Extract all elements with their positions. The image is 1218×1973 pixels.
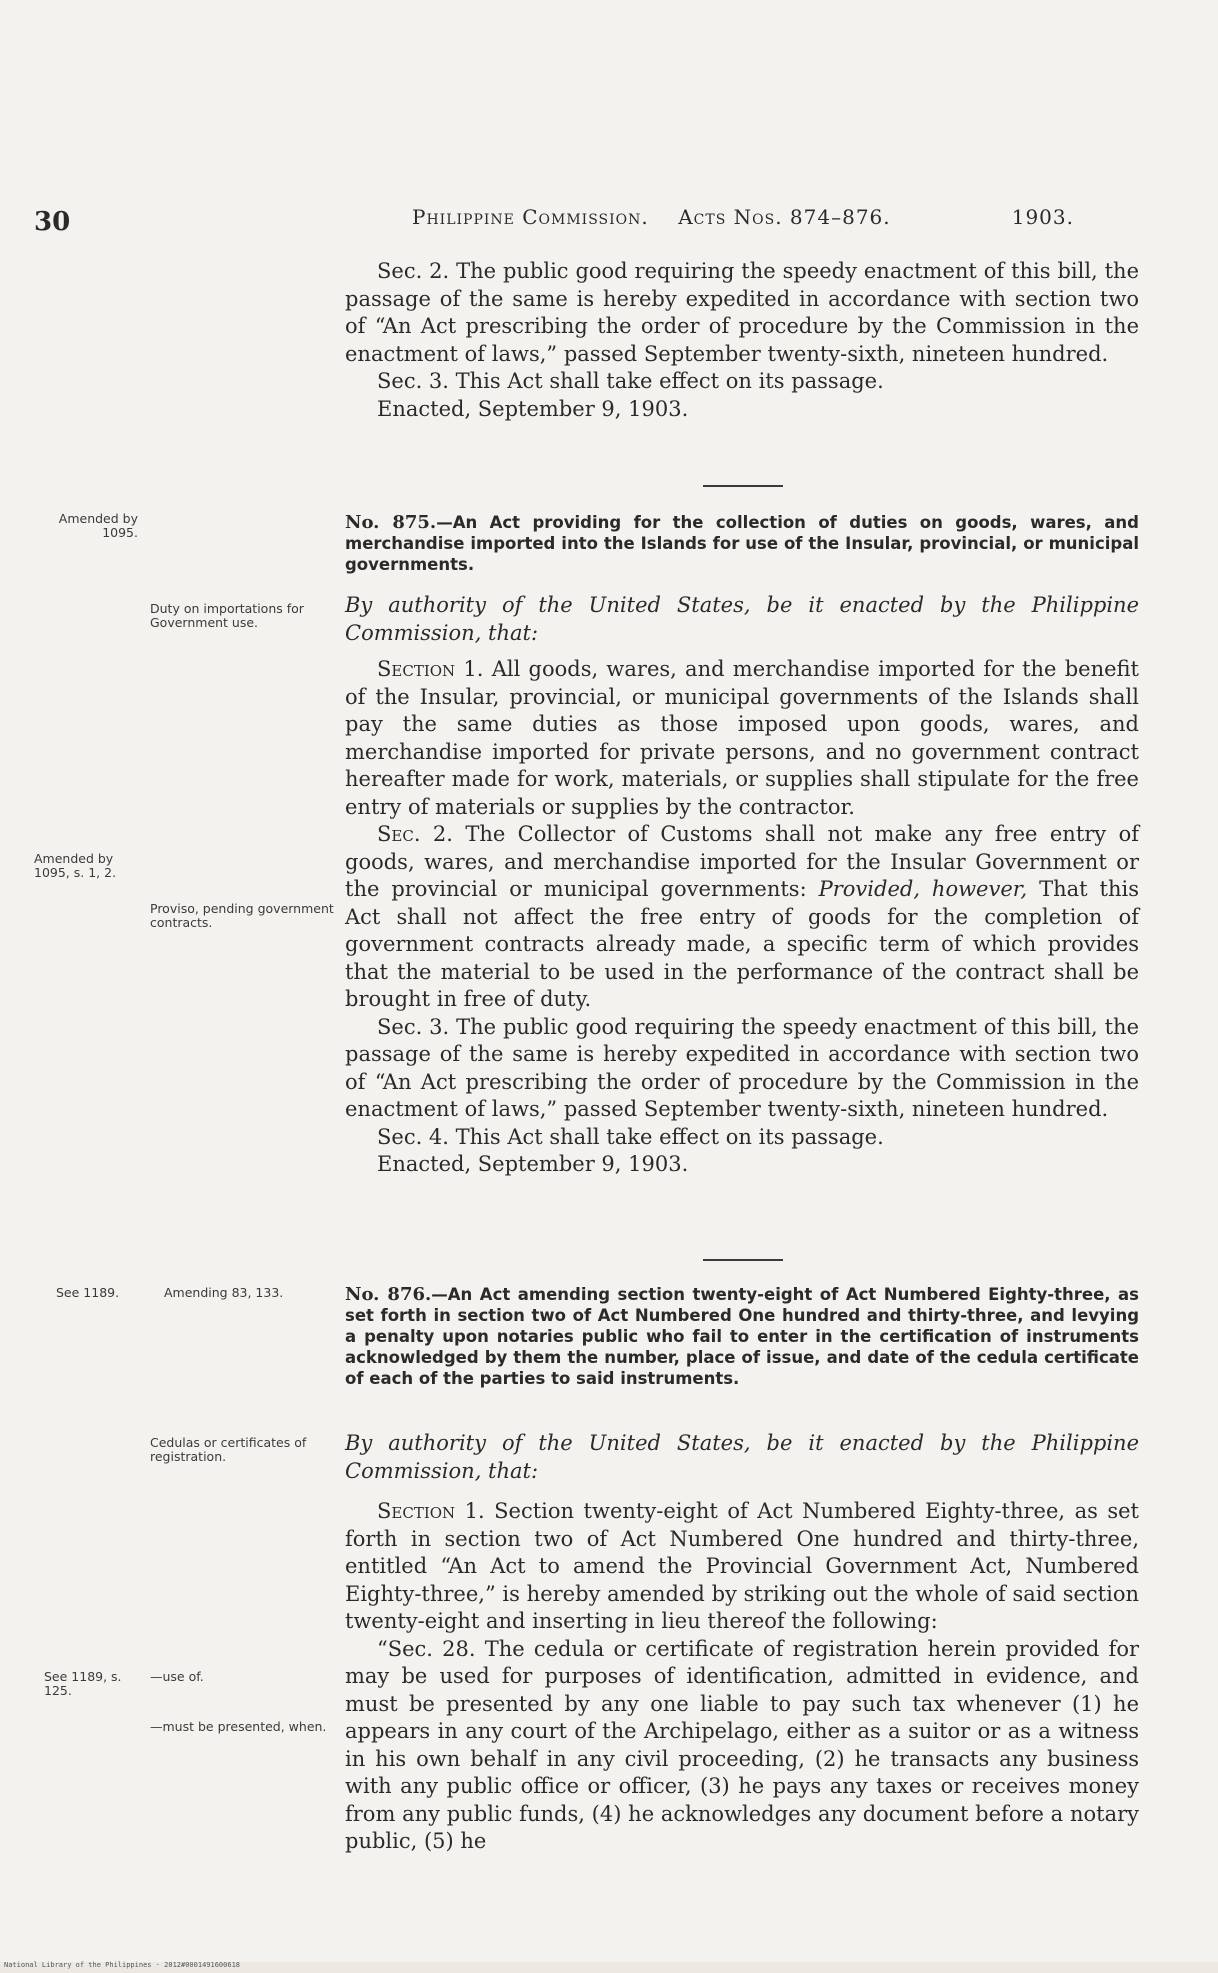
act875-sec1: Section 1. All goods, wares, and merchandise imported for the benefit of the Insular, provincial, or municipal governments of the Islands shall pay the same duties as those imposed upon goods, wares, and merchandise imported for private persons, and no government contract hereafter made for work, materials, or supplies shall stipulate for the free entry of materials or supplies by the contractor. [345,657,1139,819]
act874-sec2: Sec. 2. The public good requiring the speedy enactment of this bill, the passage of the same is hereby expedited in accordance with section two of “An Act prescribing the order of procedure by the Commission in the enactment of laws,” passed September twenty-sixth, nineteen hundred. [345,259,1139,366]
page-number: 30 [34,207,71,237]
margin-note-see-1189-s125: See 1189, s. 125. [44,1669,122,1698]
margin-note-use-of: —use of. [150,1669,204,1684]
act876-body [345,1498,1139,1856]
running-head-acts: Acts Nos. 874–876. [678,205,891,229]
act874-tail [345,258,1139,423]
act876-number: No. 876. [345,1284,432,1305]
act876-enacting-clause: By authority of the United States, be it enacted by the Philippine Commission, that: [345,1431,1139,1483]
margin-note-proviso: Proviso, pending government contracts. [150,901,334,930]
act876-title: —An Act amending section twenty-eight of Act Numbered Eighty-three, as set forth in section two of Act Numbered One hundred and thirty-three, and levying a penalty upon notaries public who fail to enter in the certification of instruments acknowledged by them the number, place of issue, and date of the cedula certificate of each of the parties to said instruments. [345,1285,1140,1388]
act875-sec4: Sec. 4. This Act shall take effect on its passage. [377,1124,884,1149]
running-head [412,205,1112,229]
act875-title: —An Act providing for the collection of duties on goods, wares, and merchandise imported into the Islands for use of the Insular, provincial, or municipal governments. [345,513,1139,574]
act875-sec2: Sec. 2. The Collector of Customs shall not make any free entry of goods, wares, and merchandise imported for the Insular Government or the provincial or municipal governments: Provided, however, That this Act shall not affect the free entry of goods for the completion of government contracts already made, a specific term of which provides that the material to be used in the performance of the contract shall be brought in free of duty. [345,822,1139,1011]
divider-rule [703,485,783,487]
act875-enacted: Enacted, September 9, 1903. [377,1152,689,1176]
act876-sec28: “Sec. 28. The cedula or certificate of registration herein provided for may be used for purposes of identification, admitted in evidence, and must be presented by any one liable to pay such tax whenever (1) he appears in any court of the Archipelago, either as a suitor or as a witness in his own behalf in any civil proceeding, (2) he transacts any business with any public office or officer, (3) he pays any taxes or receives money from any public funds, (4) he acknowledges any document before a notary public, (5) he [345,1636,1139,1853]
act876-sec1: Section 1. Section twenty-eight of Act Numbered Eighty-three, as set forth in section two of Act Numbered One hundred and thirty-three, entitled “An Act to amend the Provincial Government Act, Numbered Eighty-three,” is hereby amended by striking out the whole of said section twenty-eight and inserting in lieu thereof the following: [345,1499,1139,1633]
scan-credit: National Library of the Philippines · 2012#0001491600618 [4,1961,241,1969]
margin-note-amended: Amended by 1095. [58,511,138,540]
divider-rule [703,1259,783,1261]
act875-enacting-clause: By authority of the United States, be it enacted by the Philippine Commission, that: [345,593,1139,645]
margin-note-amended-s12: Amended by 1095, s. 1, 2. [34,851,117,880]
act875-sec3: Sec. 3. The public good requiring the speedy enactment of this bill, the passage of the same is hereby expedited in accordance with section two of “An Act prescribing the order of procedure by the Commission in the enactment of laws,” passed September twenty-sixth, nineteen hundred. [345,1014,1139,1121]
margin-note-amending: Amending 83, 133. [164,1285,284,1300]
act875-number: No. 875. [345,512,437,533]
margin-note-must-be-presented: —must be presented, when. [150,1719,327,1734]
act874-sec3: Sec. 3. This Act shall take effect on its passage. [377,369,884,393]
running-head-title: Philippine Commission. [412,205,649,229]
act875-body [345,656,1139,1179]
act876-heading [345,1284,1139,1389]
margin-note-see-1189: See 1189. [56,1285,120,1300]
running-head-year: 1903. [1011,205,1074,229]
margin-note-cedulas: Cedulas or certificates of registration. [150,1435,307,1464]
margin-note-duty: Duty on importations for Government use. [150,601,304,630]
act874-enacted: Enacted, September 9, 1903. [377,396,689,421]
act875-heading [345,512,1139,575]
